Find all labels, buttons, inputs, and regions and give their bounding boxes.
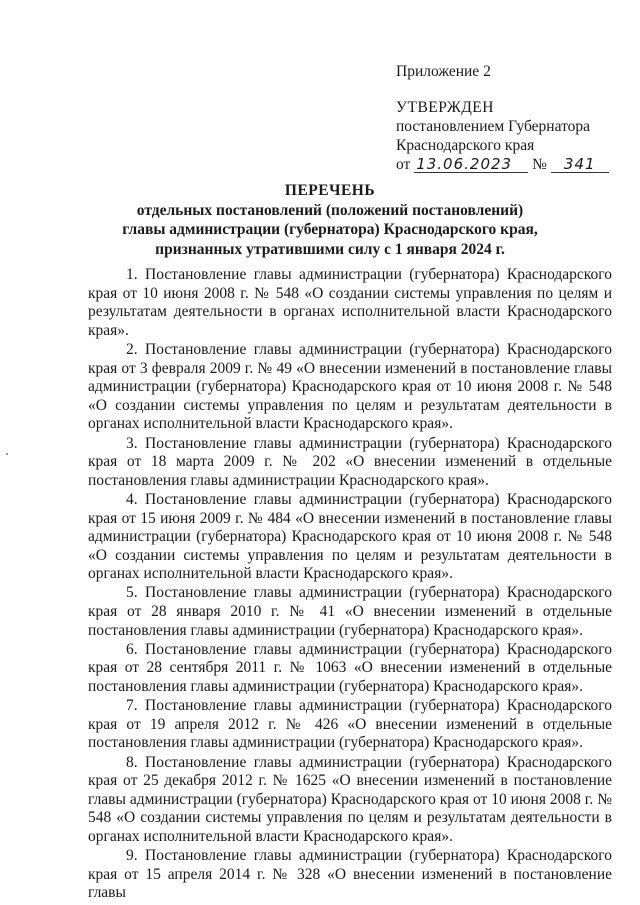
heading-title: ПЕРЕЧЕНЬ (284, 182, 376, 199)
handwritten-number: 341 (551, 156, 609, 173)
list-item: 9. Постановление главы администрации (губернатора) Краснодарского края от 15 апреля 2014 г. № 328 «О внесении изменений в постановление главы (88, 847, 612, 902)
list-item: 4. Постановление главы администрации (губернатора) Краснодарского края от 15 июня 2009 г. № 484 «О внесении изменений в постановление главы администрации (губернатора) Краснодарского края от 10 июня 2008 г. № 548 «О создании системы управления по целям и результатам деятельности в органах исполнительной власти Краснодарского края». (88, 490, 612, 583)
heading-line-2: главы администрации (губернатора) Краснодарского края, (122, 221, 538, 238)
resolutions-list (88, 266, 612, 903)
from-label: от (396, 156, 411, 173)
list-item: 8. Постановление главы администрации (губернатора) Краснодарского края от 25 декабря 2012 г. № 1625 «О внесении изменений в постановление главы администрации (губернатора) Краснодарского края от 10 июня 2008 г. № 548 «О создании системы управления по целям и результатам деятельности в органах исполнительной власти Краснодарского края». (88, 753, 612, 845)
heading-line-3: признанных утратившими силу с 1 января 2024 г. (155, 240, 505, 258)
document-heading (60, 181, 600, 259)
approval-line-1: постановлением Губернатора (396, 118, 591, 135)
approved-label: УТВЕРЖДЕН (396, 99, 494, 116)
list-item: 2. Постановление главы администрации (губернатора) Краснодарского края от 3 февраля 2009 г. № 49 «О внесении изменений в постановление главы администрации (губернатора) Краснодарского края от 10 июня 2008 г. № 548 «О создании системы управления по целям и результатам деятельности в органах исполнительной власти Краснодарского края». (88, 340, 612, 433)
number-label: № (532, 156, 547, 173)
list-item: 1. Постановление главы администрации (губернатора) Краснодарского края от 10 июня 2008 г. № 548 «О создании системы управления по целям и результатам деятельности в органах исполнительной власти Краснодарского края». (88, 266, 612, 339)
list-item: 6. Постановление главы администрации (губернатора) Краснодарского края от 28 сентября 2011 г. № 1063 «О внесении изменений в отдельные постановления главы администрации (губернатора) Краснодарского края». (88, 640, 612, 696)
approval-line-2: Краснодарского края (396, 137, 535, 154)
scan-speck (6, 453, 8, 455)
heading-line-1: отдельных постановлений (положений постановлений) (136, 201, 524, 219)
approval-date-line (396, 155, 626, 174)
approval-block (396, 62, 626, 174)
list-item: 3. Постановление главы администрации (губернатора) Краснодарского края от 18 марта 2009 г. № 202 «О внесении изменений в отдельные постановления главы администрации Краснодарского края». (88, 434, 612, 489)
list-item: 5. Постановление главы администрации (губернатора) Краснодарского края от 28 января 2010 г. № 41 «О внесении изменений в отдельные постановления главы администрации (губернатора) Краснодарского края». (88, 584, 612, 639)
appendix-label: Приложение 2 (396, 63, 491, 80)
handwritten-date: 13.06.2023 (414, 156, 528, 173)
list-item: 7. Постановление главы администрации (губернатора) Краснодарского края от 19 апреля 2012 г. № 426 «О внесении изменений в отдельные постановления главы администрации (губернатора) Краснодарского края». (88, 697, 612, 752)
